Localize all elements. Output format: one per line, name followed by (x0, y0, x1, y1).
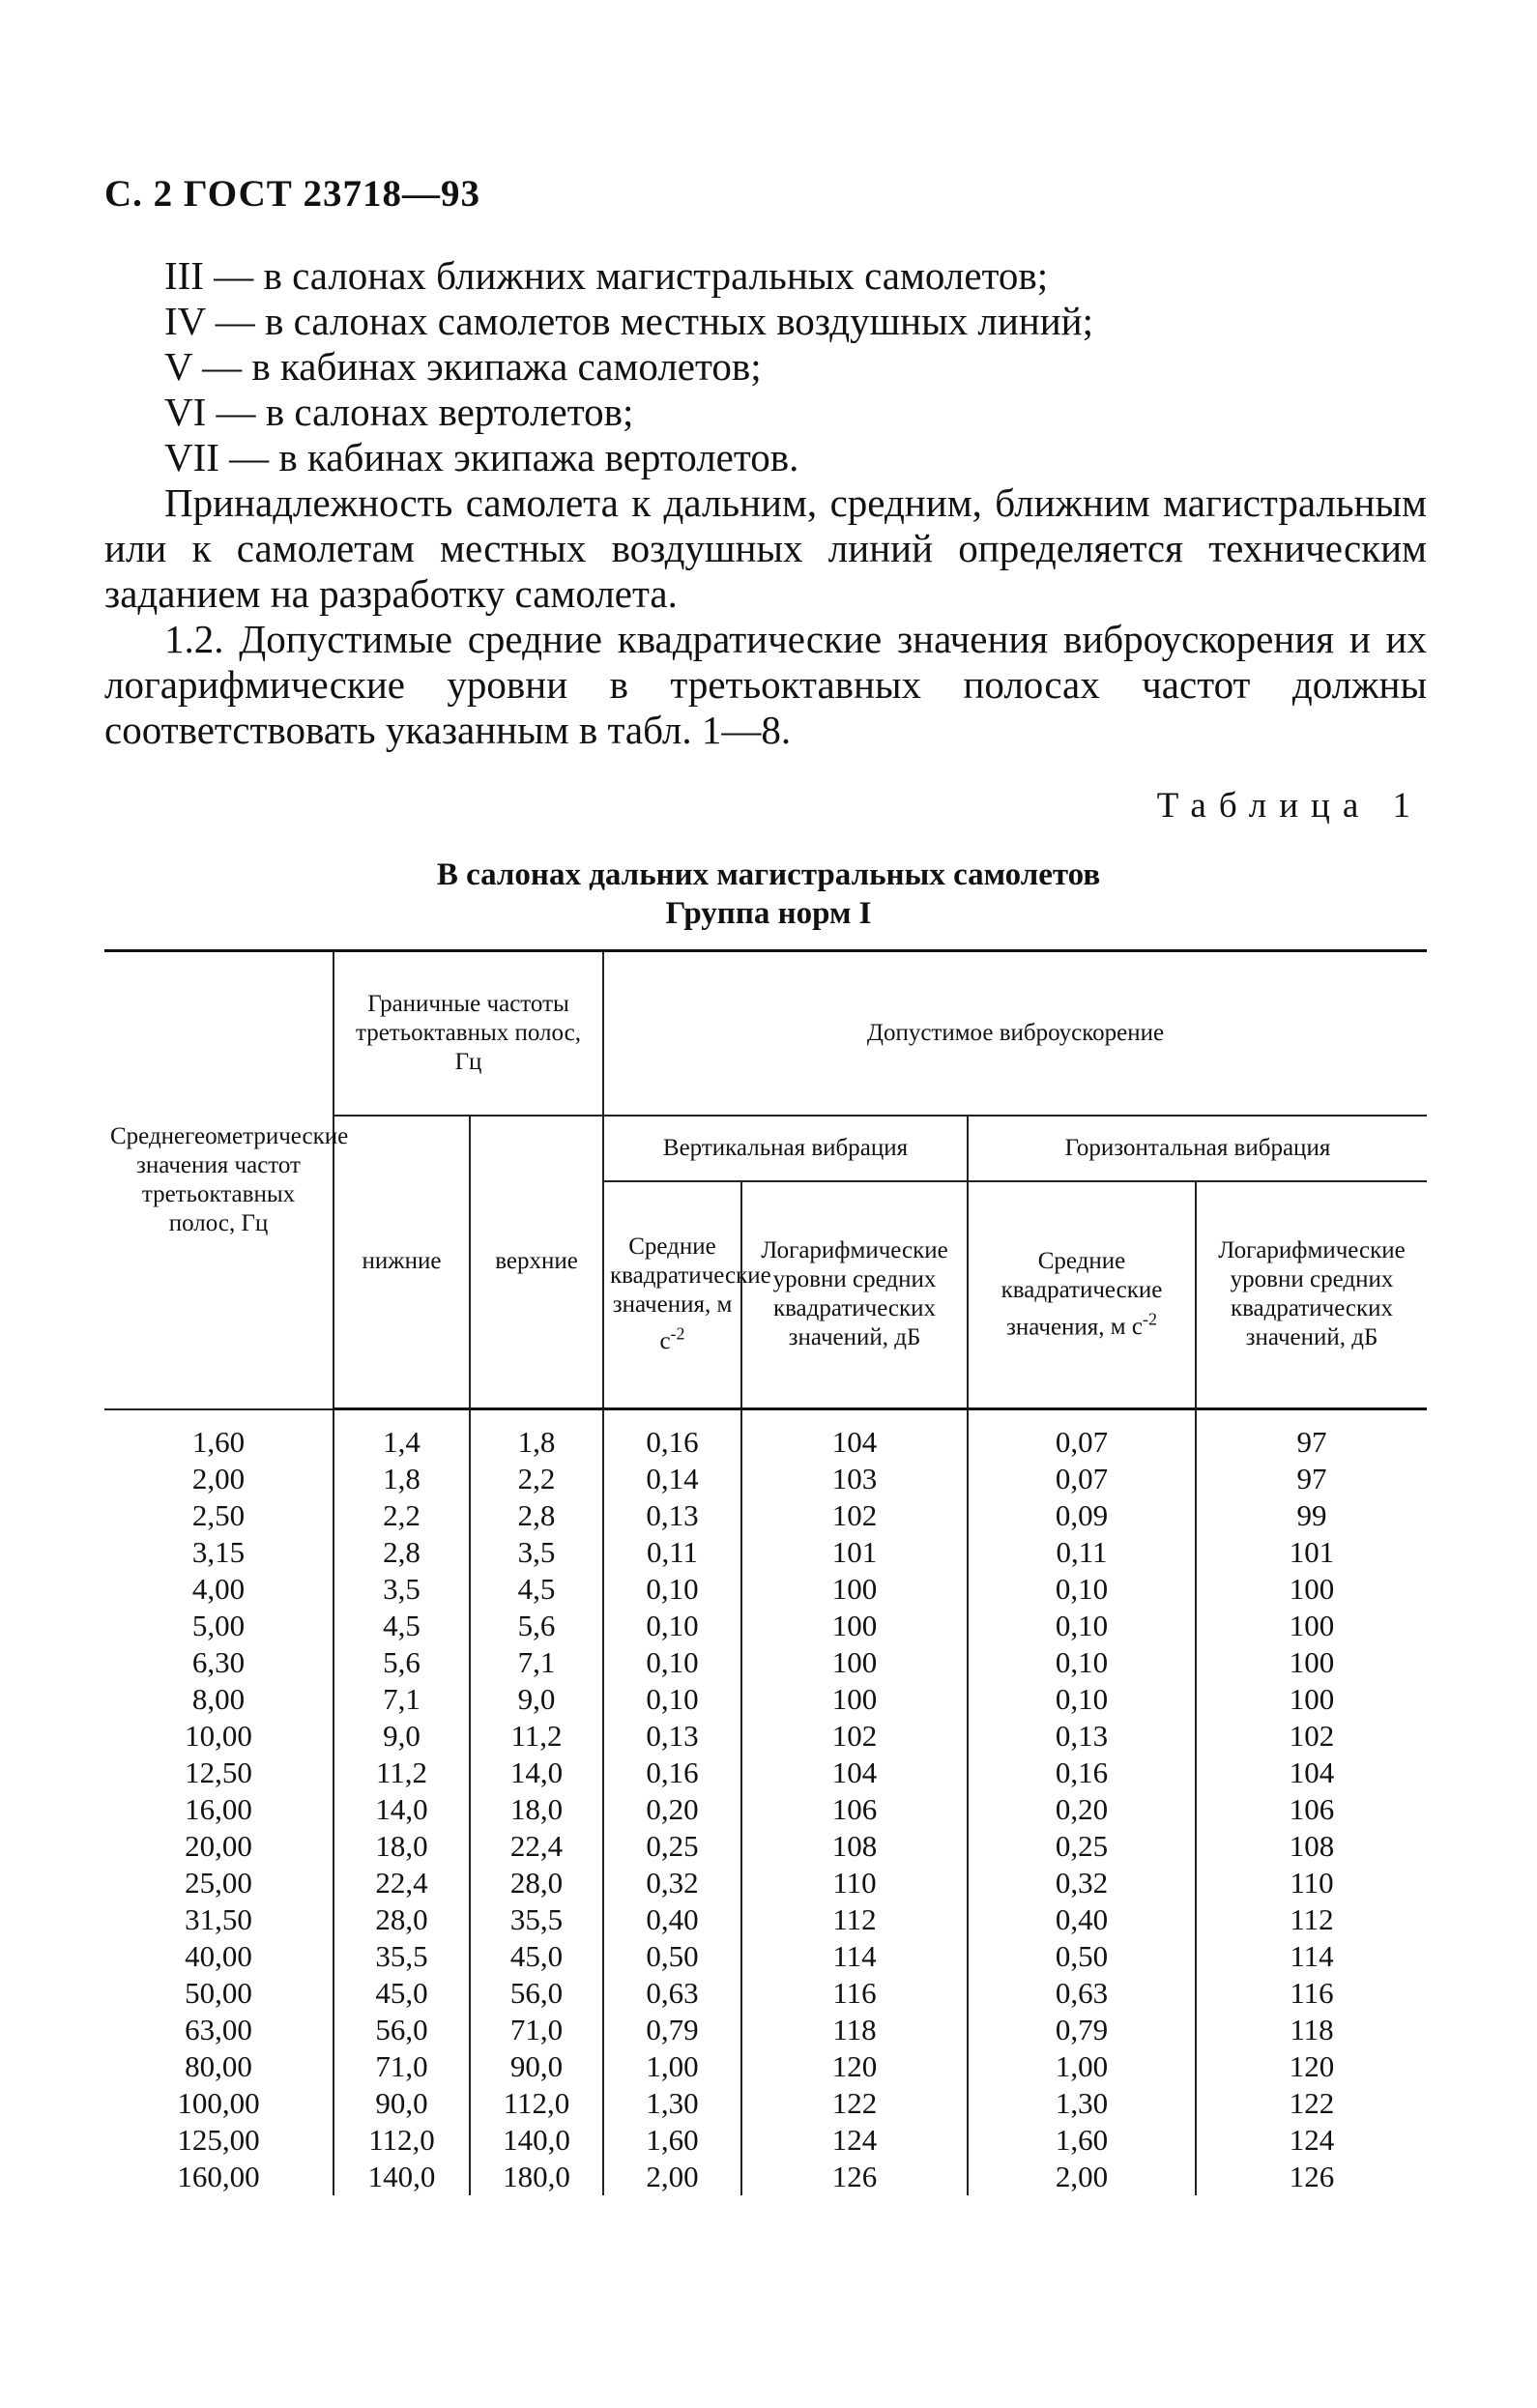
cell-vertical-rms: 0,10 (603, 1608, 741, 1644)
cell-vertical-log: 126 (741, 2159, 968, 2195)
cell-vertical-rms: 0,14 (603, 1461, 741, 1497)
cell-lower: 3,5 (334, 1571, 470, 1608)
header-horizontal-vibration: Горизонтальная вибрация (968, 1116, 1427, 1181)
cell-horizontal-rms: 0,16 (968, 1755, 1196, 1791)
table-row (104, 1975, 1427, 2012)
cell-center-frequency: 2,00 (191, 1462, 246, 1495)
cell-vertical-log: 103 (741, 1461, 968, 1497)
cell-lower: 7,1 (334, 1681, 470, 1718)
table-row (104, 1718, 1427, 1755)
cell-upper: 28,0 (470, 1865, 603, 1901)
cell-lower: 35,5 (334, 1938, 470, 1975)
table-row (104, 1681, 1427, 1718)
cell-lower: 90,0 (334, 2085, 470, 2122)
cell-lower: 56,0 (334, 2012, 470, 2048)
table-row (104, 1461, 1427, 1497)
list-item-group-5: V — в кабинах экипажа самолетов; (164, 344, 762, 389)
table-row (104, 1497, 1427, 1534)
cell-horizontal-rms: 1,60 (968, 2122, 1196, 2159)
cell-lower: 22,4 (334, 1865, 470, 1901)
cell-lower: 140,0 (334, 2159, 470, 2195)
cell-vertical-log: 120 (741, 2048, 968, 2085)
cell-vertical-rms: 0,13 (603, 1718, 741, 1755)
cell-vertical-log: 100 (741, 1644, 968, 1681)
cell-vertical-rms: 0,10 (603, 1681, 741, 1718)
cell-lower: 2,8 (334, 1534, 470, 1571)
list-item-group-7: VII — в кабинах экипажа вертолетов. (164, 435, 799, 479)
cell-vertical-rms: 0,13 (603, 1497, 741, 1534)
table-row (104, 2012, 1427, 2048)
header-boundary-frequencies: Граничные частоты третьоктавных полос, Гц (334, 951, 603, 1116)
header-upper: верхние (470, 1116, 603, 1409)
list-item-group-3: III — в салонах ближних магистральных самолетов; (164, 253, 1049, 298)
cell-vertical-rms: 2,00 (603, 2159, 741, 2195)
cell-center-frequency: 25,00 (185, 1866, 252, 1900)
cell-lower: 11,2 (334, 1755, 470, 1791)
cell-horizontal-log: 100 (1196, 1608, 1427, 1644)
cell-horizontal-rms: 0,13 (968, 1718, 1196, 1755)
cell-upper: 3,5 (470, 1534, 603, 1571)
header-horizontal-rms-label: Средние квадратические значения, (1000, 1248, 1163, 1341)
cell-vertical-log: 118 (741, 2012, 968, 2048)
cell-vertical-log: 112 (741, 1901, 968, 1938)
cell-center-frequency: 4,00 (191, 1572, 246, 1606)
cell-vertical-log: 110 (741, 1865, 968, 1901)
table-row (104, 2159, 1427, 2195)
table-row (104, 1938, 1427, 1975)
table-caption-group: Группа норм I (665, 896, 872, 931)
table-caption-title: В салонах дальних магистральных самолетов (436, 857, 1101, 892)
cell-upper: 2,8 (470, 1497, 603, 1534)
table-row (104, 2122, 1427, 2159)
cell-horizontal-rms: 0,11 (968, 1534, 1196, 1571)
cell-horizontal-rms: 0,63 (968, 1975, 1196, 2012)
cell-upper: 14,0 (470, 1755, 603, 1791)
cell-horizontal-rms: 0,10 (968, 1571, 1196, 1608)
cell-horizontal-log: 116 (1196, 1975, 1427, 2012)
cell-vertical-log: 101 (741, 1534, 968, 1571)
cell-lower: 28,0 (334, 1901, 470, 1938)
cell-horizontal-log: 104 (1196, 1755, 1427, 1791)
cell-vertical-log: 116 (741, 1975, 968, 2012)
cell-horizontal-rms: 0,50 (968, 1938, 1196, 1975)
cell-center-frequency: 12,50 (185, 1755, 252, 1789)
cell-upper: 180,0 (470, 2159, 603, 2195)
cell-vertical-rms: 0,25 (603, 1828, 741, 1865)
table-row (104, 1644, 1427, 1681)
cell-center-frequency: 80,00 (185, 2049, 252, 2083)
cell-upper: 90,0 (470, 2048, 603, 2085)
header-allowed-acceleration: Допустимое виброускорение (603, 951, 1427, 1116)
cell-horizontal-rms: 1,30 (968, 2085, 1196, 2122)
cell-upper: 18,0 (470, 1791, 603, 1828)
cell-lower: 5,6 (334, 1644, 470, 1681)
cell-horizontal-log: 120 (1196, 2048, 1427, 2085)
header-vertical-rms (603, 1181, 771, 1409)
header-horizontal-rms (968, 1181, 1196, 1409)
cell-center-frequency: 3,15 (191, 1535, 246, 1569)
cell-upper: 11,2 (470, 1718, 603, 1755)
cell-horizontal-log: 97 (1196, 1461, 1427, 1497)
cell-center-frequency: 31,50 (185, 1902, 252, 1936)
cell-vertical-rms: 1,30 (603, 2085, 741, 2122)
header-horizontal-log: Логарифмические уровни средних квадратических значений, дБ (1196, 1181, 1427, 1409)
header-vertical-vibration: Вертикальная вибрация (603, 1116, 968, 1181)
header-lower: нижние (334, 1116, 470, 1409)
cell-center-frequency: 2,50 (191, 1498, 246, 1532)
cell-vertical-log: 124 (741, 2122, 968, 2159)
cell-horizontal-log: 114 (1196, 1938, 1427, 1975)
cell-horizontal-log: 101 (1196, 1534, 1427, 1571)
cell-center-frequency: 100,00 (177, 2086, 260, 2120)
cell-center-frequency: 1,60 (191, 1424, 246, 1459)
cell-horizontal-rms: 0,79 (968, 2012, 1196, 2048)
table-row (104, 1409, 1427, 1462)
table-row (104, 1608, 1427, 1644)
cell-vertical-log: 108 (741, 1828, 968, 1865)
paragraph-clause-1-2: 1.2. Допустимые средние квадратические значения виброускорения и их логарифмические уровни в третьоктавных полосах частот должны соответствовать указанным в табл. 1—8. (104, 617, 1427, 752)
cell-horizontal-rms: 2,00 (968, 2159, 1196, 2195)
header-center-frequency: Среднегеометрические значения частот третьоктавных полос, Гц (104, 951, 334, 1409)
cell-vertical-rms: 0,50 (603, 1938, 741, 1975)
cell-lower: 4,5 (334, 1608, 470, 1644)
list-item-group-6: VI — в салонах вертолетов; (164, 390, 634, 434)
cell-center-frequency: 20,00 (185, 1829, 252, 1863)
cell-vertical-rms: 0,79 (603, 2012, 741, 2048)
header-vertical-log: Логарифмические уровни средних квадратических значений, дБ (741, 1181, 968, 1409)
cell-vertical-rms: 0,10 (603, 1571, 741, 1608)
cell-lower: 71,0 (334, 2048, 470, 2085)
paragraph-aircraft-class: Принадлежность самолета к дальним, средним, ближним магистральным или к самолетам местных воздушных линий определяется техническим заданием на разработку самолета. (104, 480, 1427, 616)
cell-horizontal-log: 99 (1196, 1497, 1427, 1534)
body-text (104, 253, 1427, 753)
cell-horizontal-rms: 0,07 (968, 1461, 1196, 1497)
header-vertical-rms-label: Средние квадратические значения, (610, 1233, 771, 1319)
vibration-table (104, 949, 1427, 2195)
cell-horizontal-log: 106 (1196, 1791, 1427, 1828)
list-item-group-4: IV — в салонах самолетов местных воздушных линий; (164, 299, 1094, 343)
cell-vertical-log: 102 (741, 1718, 968, 1755)
table-row (104, 1534, 1427, 1571)
table-row (104, 2085, 1427, 2122)
cell-upper: 2,2 (470, 1461, 603, 1497)
table-label: Таблица 1 (1156, 786, 1423, 826)
cell-horizontal-rms: 0,07 (968, 1409, 1196, 1462)
cell-center-frequency: 125,00 (177, 2123, 260, 2157)
cell-vertical-log: 104 (741, 1409, 968, 1462)
cell-upper: 5,6 (470, 1608, 603, 1644)
cell-vertical-log: 104 (741, 1755, 968, 1791)
cell-lower: 2,2 (334, 1497, 470, 1534)
cell-horizontal-log: 108 (1196, 1828, 1427, 1865)
cell-center-frequency: 16,00 (185, 1792, 252, 1826)
cell-horizontal-rms: 0,10 (968, 1644, 1196, 1681)
cell-vertical-log: 106 (741, 1791, 968, 1828)
cell-lower: 14,0 (334, 1791, 470, 1828)
cell-lower: 1,4 (334, 1409, 470, 1462)
cell-vertical-log: 122 (741, 2085, 968, 2122)
cell-lower: 18,0 (334, 1828, 470, 1865)
cell-center-frequency: 6,30 (191, 1645, 246, 1679)
table-row (104, 1571, 1427, 1608)
cell-horizontal-rms: 0,40 (968, 1901, 1196, 1938)
cell-horizontal-log: 118 (1196, 2012, 1427, 2048)
cell-vertical-rms: 0,16 (603, 1755, 741, 1791)
cell-horizontal-rms: 0,20 (968, 1791, 1196, 1828)
cell-vertical-rms: 0,20 (603, 1791, 741, 1828)
cell-vertical-rms: 0,40 (603, 1901, 741, 1938)
cell-upper: 112,0 (470, 2085, 603, 2122)
table-row (104, 1791, 1427, 1828)
cell-center-frequency: 40,00 (185, 1939, 252, 1973)
page-header: С. 2 ГОСТ 23718—93 (104, 173, 480, 215)
cell-center-frequency: 50,00 (185, 1976, 252, 2010)
cell-vertical-rms: 0,10 (603, 1644, 741, 1681)
cell-center-frequency: 8,00 (191, 1682, 246, 1716)
cell-lower: 112,0 (334, 2122, 470, 2159)
cell-horizontal-log: 110 (1196, 1865, 1427, 1901)
cell-upper: 45,0 (470, 1938, 603, 1975)
cell-vertical-rms: 1,00 (603, 2048, 741, 2085)
table-row (104, 1755, 1427, 1791)
header-horizontal-rms-unit: м $с^{-2}$ (1110, 1310, 1157, 1341)
cell-vertical-rms: 0,63 (603, 1975, 741, 2012)
cell-horizontal-rms: 0,09 (968, 1497, 1196, 1534)
cell-horizontal-rms: 0,32 (968, 1865, 1196, 1901)
cell-vertical-log: 102 (741, 1497, 968, 1534)
cell-horizontal-rms: 1,00 (968, 2048, 1196, 2085)
table-body (104, 1409, 1427, 2196)
cell-upper: 35,5 (470, 1901, 603, 1938)
cell-lower: 9,0 (334, 1718, 470, 1755)
table-caption (0, 856, 1537, 933)
cell-vertical-log: 100 (741, 1571, 968, 1608)
cell-lower: 45,0 (334, 1975, 470, 2012)
cell-vertical-log: 100 (741, 1681, 968, 1718)
cell-center-frequency: 5,00 (191, 1609, 246, 1642)
cell-center-frequency: 160,00 (177, 2160, 260, 2193)
cell-vertical-log: 100 (741, 1608, 968, 1644)
cell-upper: 71,0 (470, 2012, 603, 2048)
cell-upper: 4,5 (470, 1571, 603, 1608)
cell-vertical-rms: 0,11 (603, 1534, 741, 1571)
cell-upper: 9,0 (470, 1681, 603, 1718)
cell-horizontal-rms: 0,25 (968, 1828, 1196, 1865)
cell-upper: 140,0 (470, 2122, 603, 2159)
cell-horizontal-log: 97 (1196, 1409, 1427, 1462)
table-row (104, 1828, 1427, 1865)
cell-center-frequency: 10,00 (185, 1719, 252, 1753)
cell-vertical-rms: 1,60 (603, 2122, 741, 2159)
cell-vertical-rms: 0,16 (603, 1409, 741, 1462)
cell-upper: 56,0 (470, 1975, 603, 2012)
cell-horizontal-log: 100 (1196, 1681, 1427, 1718)
cell-vertical-log: 114 (741, 1938, 968, 1975)
cell-horizontal-log: 100 (1196, 1644, 1427, 1681)
table-row (104, 1901, 1427, 1938)
cell-center-frequency: 63,00 (185, 2013, 252, 2046)
cell-upper: 22,4 (470, 1828, 603, 1865)
cell-horizontal-rms: 0,10 (968, 1608, 1196, 1644)
cell-upper: 1,8 (470, 1409, 603, 1462)
cell-vertical-rms: 0,32 (603, 1865, 741, 1901)
cell-horizontal-log: 102 (1196, 1718, 1427, 1755)
cell-horizontal-log: 100 (1196, 1571, 1427, 1608)
cell-horizontal-log: 122 (1196, 2085, 1427, 2122)
table-row (104, 1865, 1427, 1901)
header-vertical-rms-unit: м $с^{-2}$ (659, 1291, 733, 1355)
table-row (104, 2048, 1427, 2085)
cell-horizontal-log: 124 (1196, 2122, 1427, 2159)
cell-horizontal-log: 112 (1196, 1901, 1427, 1938)
cell-horizontal-rms: 0,10 (968, 1681, 1196, 1718)
cell-horizontal-log: 126 (1196, 2159, 1427, 2195)
cell-lower: 1,8 (334, 1461, 470, 1497)
cell-upper: 7,1 (470, 1644, 603, 1681)
